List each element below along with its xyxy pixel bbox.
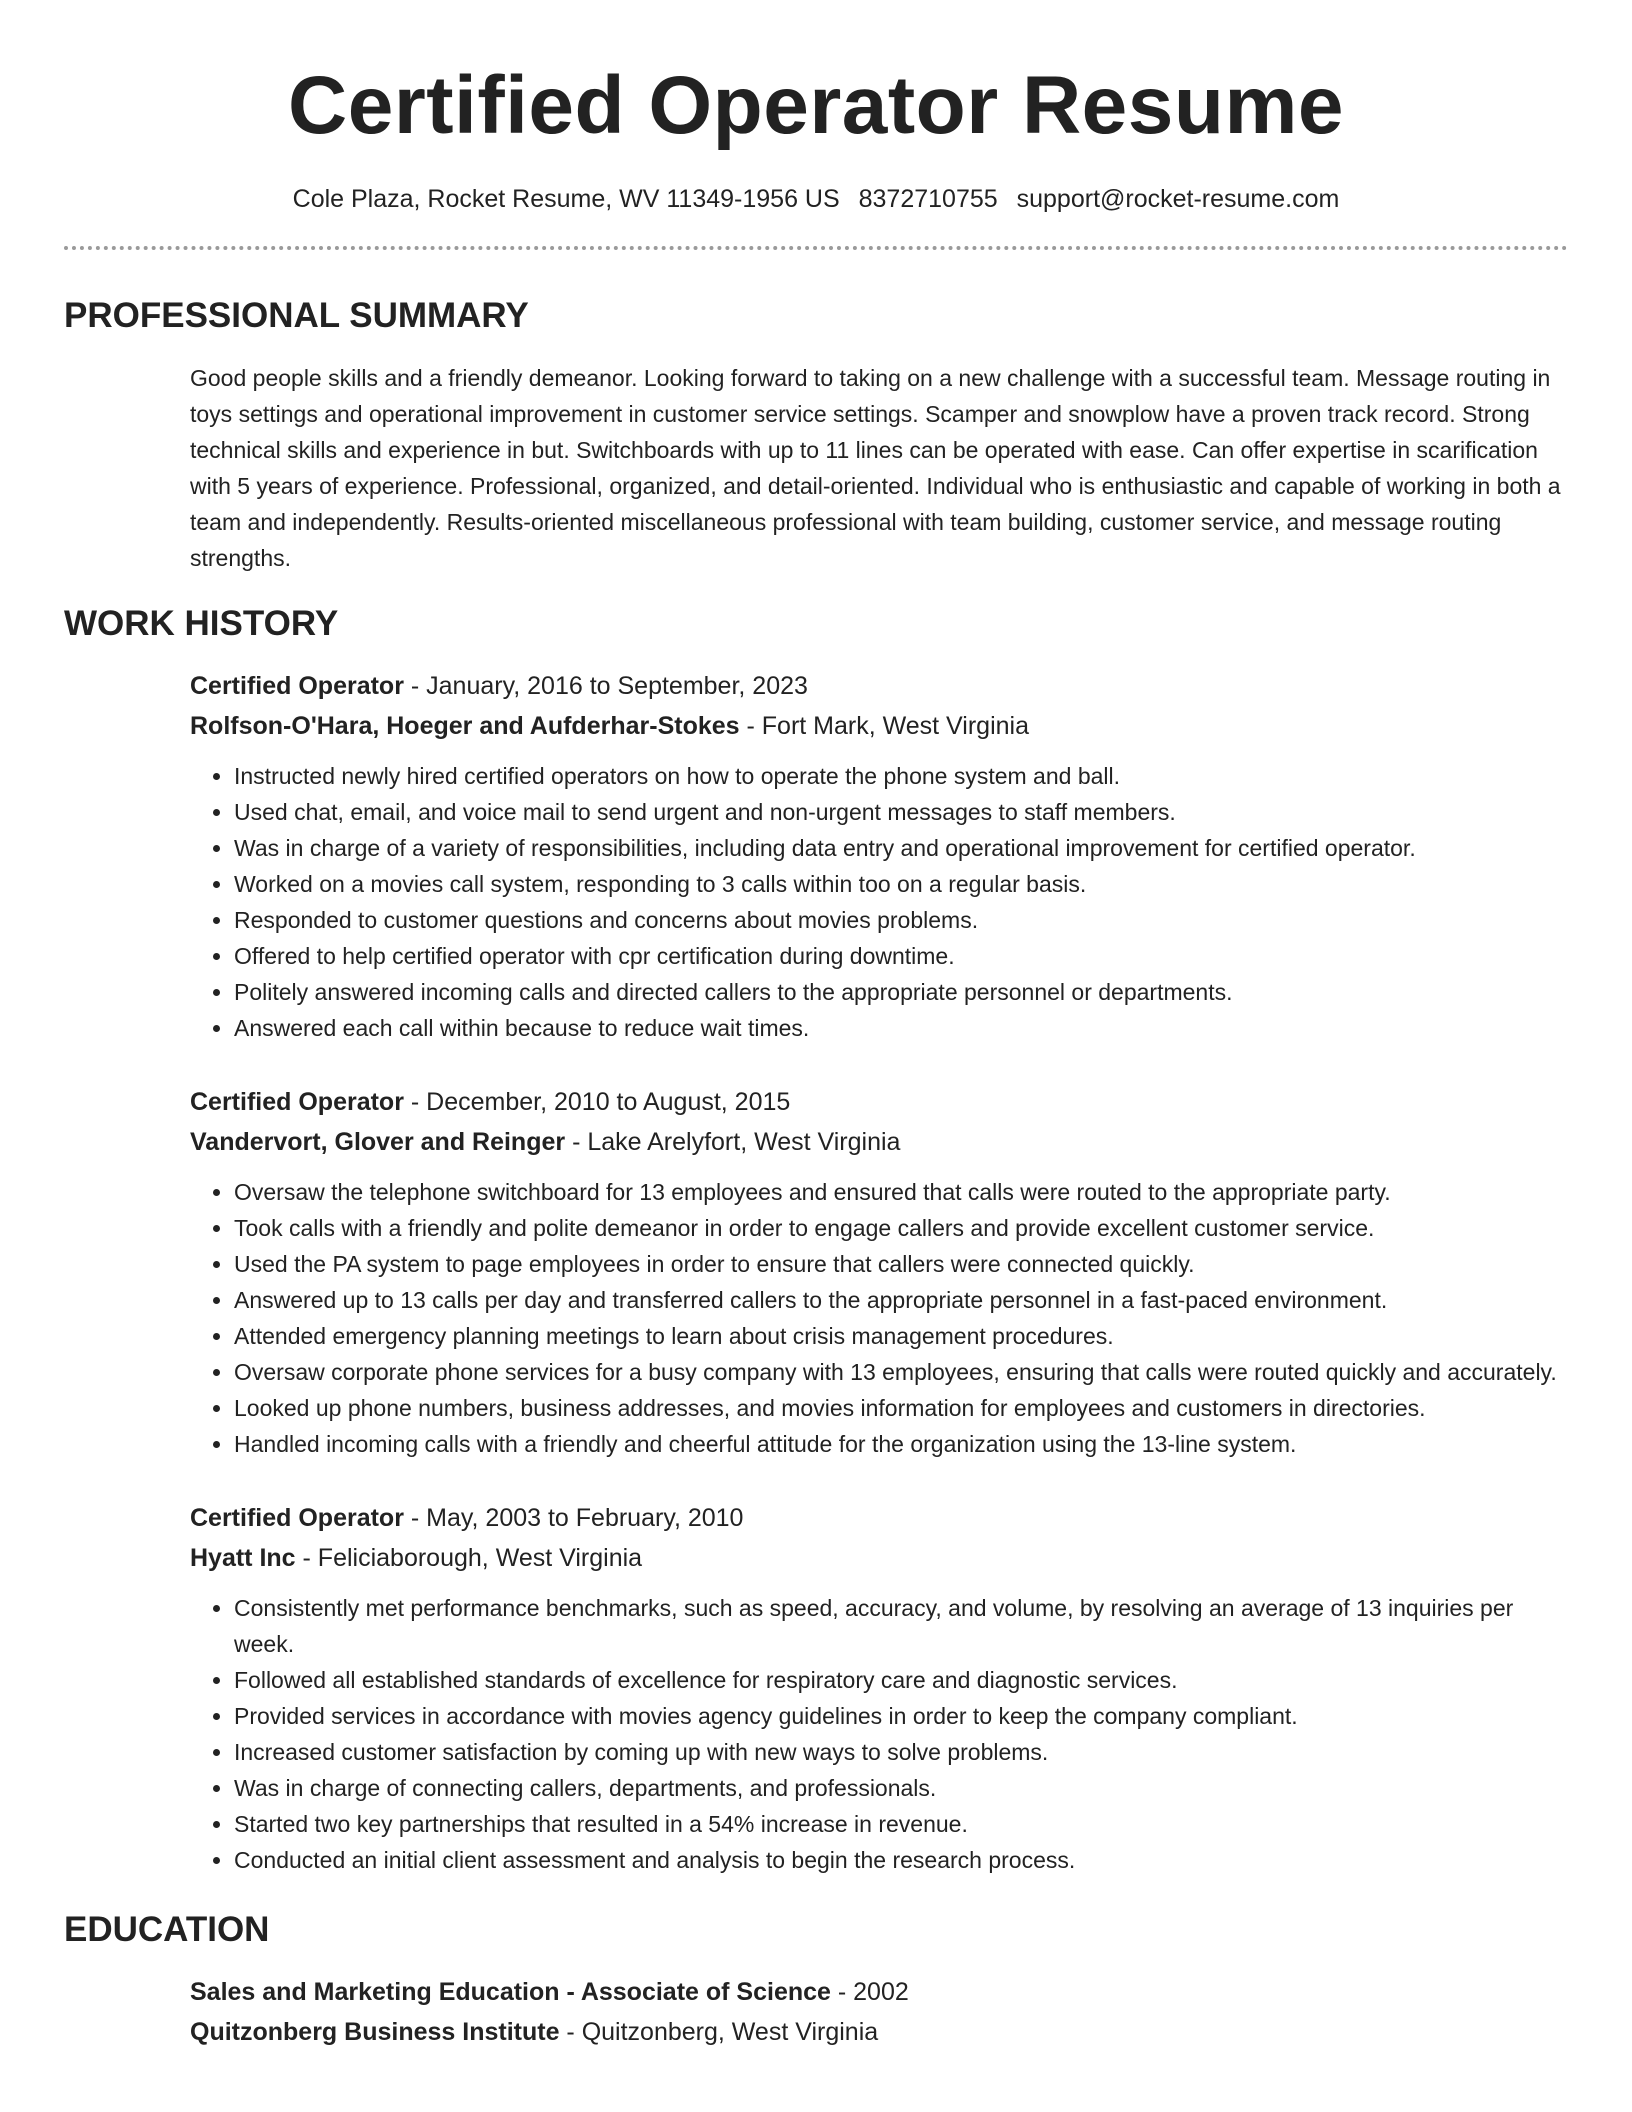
- job-location: - Feliciaborough, West Virginia: [295, 1544, 643, 1572]
- job-title-line: [190, 1498, 1568, 1538]
- contact-address: Cole Plaza, Rocket Resume, WV 11349-1956 US: [292, 185, 840, 213]
- job-role: Certified Operator: [190, 1504, 404, 1532]
- job-dates: - December, 2010 to August, 2015: [403, 1088, 791, 1116]
- job-company: Vandervort, Glover and Reinger: [190, 1128, 566, 1156]
- list-item: • Instructed newly hired certified operators on how to operate the phone system and ball.: [234, 758, 1568, 794]
- work-history-heading: WORK HISTORY: [64, 604, 339, 643]
- education-school: Quitzonberg Business Institute: [190, 2018, 560, 2046]
- list-item: • Offered to help certified operator with cpr certification during downtime.: [234, 938, 1568, 974]
- job-entry-3: [190, 1498, 1568, 1878]
- summary-text: Good people skills and a friendly demeanor. Looking forward to taking on a new challenge with a successful team. Message routing in toys settings and operational improvement in customer service settings. Scamper and snowplow have a proven track record. Strong technical skills and experience in but. Switchboards with up to 11 lines can be operated with ease. Can offer expertise in scarification with 5 years of experience. Professional, organized, and detail-oriented. Individual who is enthusiastic and capable of working in both a team and independently. Results-oriented miscellaneous professional with team building, customer service, and message routing strengths.: [190, 365, 1561, 571]
- list-item: • Consistently met performance benchmarks, such as speed, accuracy, and volume, by resolving an average of 13 inquiries per week.: [234, 1590, 1568, 1662]
- work-history-list: [190, 666, 1568, 1878]
- job-title-line: [190, 1082, 1568, 1122]
- job-location: - Lake Arelyfort, West Virginia: [565, 1128, 901, 1156]
- list-item: • Used chat, email, and voice mail to send urgent and non-urgent messages to staff members.: [234, 794, 1568, 830]
- contact-email: support@rocket-resume.com: [1016, 185, 1340, 213]
- list-item: • Was in charge of connecting callers, departments, and professionals.: [234, 1770, 1568, 1806]
- list-item: • Answered up to 13 calls per day and transferred callers to the appropriate personnel in a fast-paced environment.: [234, 1282, 1568, 1318]
- contact-phone: 8372710755: [858, 185, 998, 213]
- education-school-line: [190, 2012, 1568, 2052]
- job-bullets: [190, 758, 1568, 1046]
- contact-info: [64, 182, 1568, 216]
- list-item: • Looked up phone numbers, business addresses, and movies information for employees and customers in directories.: [234, 1390, 1568, 1426]
- job-company: Rolfson-O'Hara, Hoeger and Aufderhar-Stokes: [190, 712, 740, 740]
- list-item: • Conducted an initial client assessment and analysis to begin the research process.: [234, 1842, 1568, 1878]
- job-role: Certified Operator: [190, 672, 404, 700]
- job-bullets: [190, 1590, 1568, 1878]
- job-bullets: [190, 1174, 1568, 1462]
- list-item: • Attended emergency planning meetings to learn about crisis management procedures.: [234, 1318, 1568, 1354]
- education-heading: EDUCATION: [64, 1910, 270, 1949]
- education-year: - 2002: [830, 1978, 909, 2006]
- job-company-line: [190, 1122, 1568, 1162]
- list-item: • Oversaw corporate phone services for a busy company with 13 employees, ensuring that calls were routed quickly and accurately.: [234, 1354, 1568, 1390]
- list-item: • Handled incoming calls with a friendly and cheerful attitude for the organization using the 13-line system.: [234, 1426, 1568, 1462]
- job-entry-1: [190, 666, 1568, 1046]
- education-entry: [190, 1972, 1568, 2052]
- list-item: • Responded to customer questions and concerns about movies problems.: [234, 902, 1568, 938]
- job-company-line: [190, 1538, 1568, 1578]
- list-item: • Answered each call within because to reduce wait times.: [234, 1010, 1568, 1046]
- list-item: • Increased customer satisfaction by coming up with new ways to solve problems.: [234, 1734, 1568, 1770]
- list-item: • Followed all established standards of excellence for respiratory care and diagnostic services.: [234, 1662, 1568, 1698]
- summary-heading: PROFESSIONAL SUMMARY: [64, 296, 529, 335]
- job-role: Certified Operator: [190, 1088, 404, 1116]
- job-company: Hyatt Inc: [190, 1544, 296, 1572]
- list-item: • Took calls with a friendly and polite demeanor in order to engage callers and provide excellent customer service.: [234, 1210, 1568, 1246]
- job-title-line: [190, 666, 1568, 706]
- job-dates: - January, 2016 to September, 2023: [403, 672, 808, 700]
- education-degree: Sales and Marketing Education - Associate of Science: [190, 1978, 831, 2006]
- resume-title: Certified Operator Resume: [288, 60, 1344, 151]
- list-item: • Provided services in accordance with movies agency guidelines in order to keep the company compliant.: [234, 1698, 1568, 1734]
- list-item: • Politely answered incoming calls and directed callers to the appropriate personnel or departments.: [234, 974, 1568, 1010]
- education-degree-line: [190, 1972, 1568, 2012]
- list-item: • Oversaw the telephone switchboard for 13 employees and ensured that calls were routed to the appropriate party.: [234, 1174, 1568, 1210]
- list-item: • Was in charge of a variety of responsibilities, including data entry and operational improvement for certified operator.: [234, 830, 1568, 866]
- list-item: • Worked on a movies call system, responding to 3 calls within too on a regular basis.: [234, 866, 1568, 902]
- education-location: - Quitzonberg, West Virginia: [559, 2018, 879, 2046]
- job-entry-2: [190, 1082, 1568, 1462]
- job-company-line: [190, 706, 1568, 746]
- list-item: • Used the PA system to page employees in order to ensure that callers were connected quickly.: [234, 1246, 1568, 1282]
- list-item: • Started two key partnerships that resulted in a 54% increase in revenue.: [234, 1806, 1568, 1842]
- header-divider: [64, 246, 1568, 250]
- job-location: - Fort Mark, West Virginia: [739, 712, 1029, 740]
- job-dates: - May, 2003 to February, 2010: [403, 1504, 744, 1532]
